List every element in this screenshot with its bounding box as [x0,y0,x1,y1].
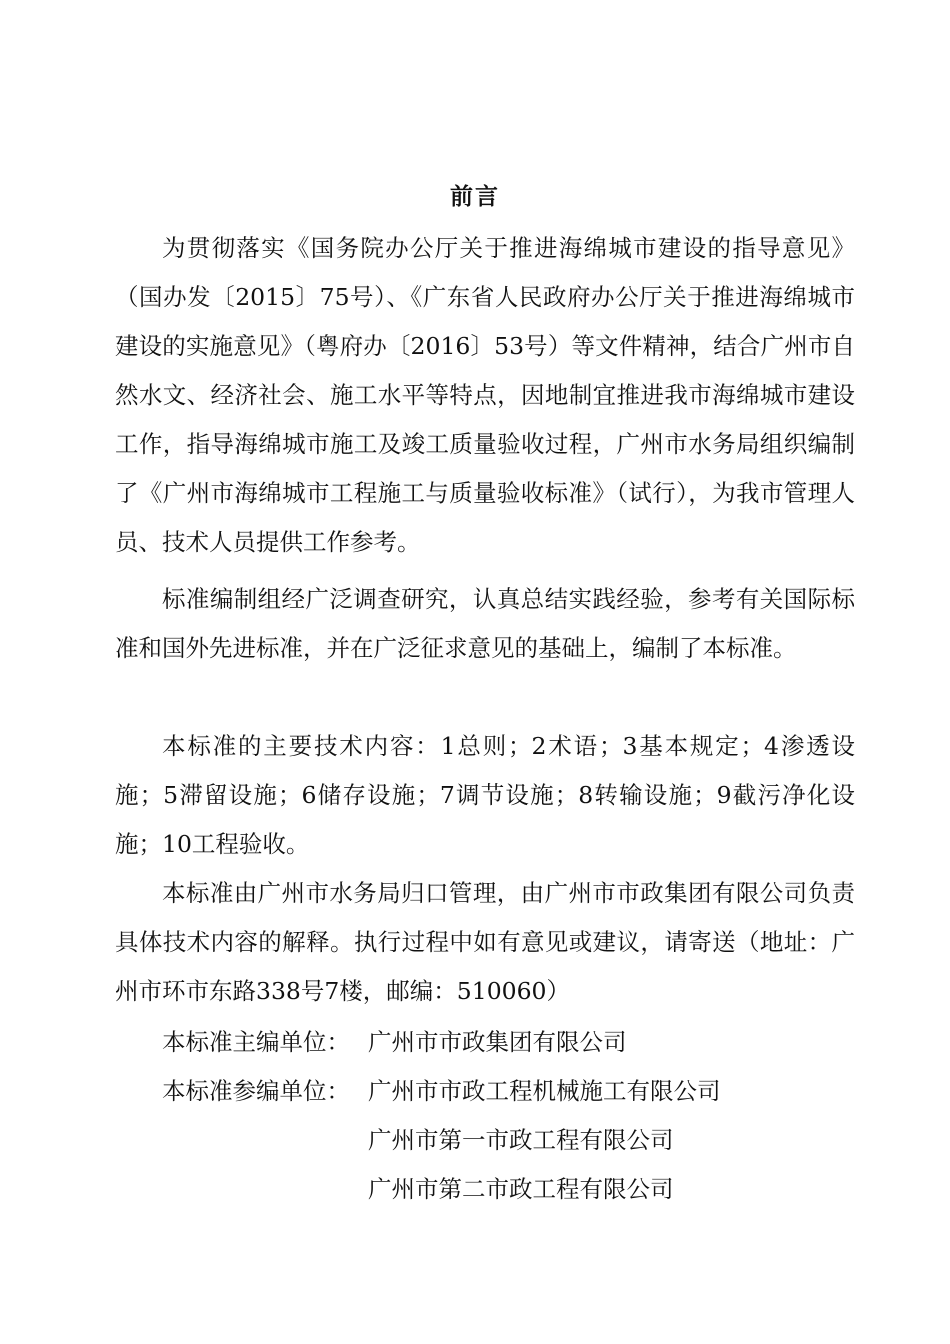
participant-unit-3: 广州市第二市政工程有限公司 [368,1175,674,1203]
paragraph-purpose: 为贯彻落实《国务院办公厅关于推进海绵城市建设的指导意见》（国办发〔2015〕75号）、《广东省人民政府办公厅关于推进海绵城市建设的实施意见》（粤府办〔2016〕53号）等文件精神，结合广州市自然水文、经济社会、施工水平等特点，因地制宜推进我市海绵城市建设工作，指导海绵城市施工及竣工质量验收过程，广州市水务局组织编制了《广州市海绵城市工程施工与质量验收标准》（试行），为我市管理人员、技术人员提供工作参考。 [115,234,855,556]
participant-unit-1: 广州市市政工程机械施工有限公司 [368,1077,721,1105]
participant-editor-label: 本标准参编单位： [162,1077,350,1105]
chief-editor-unit: 广州市市政集团有限公司 [368,1028,627,1056]
chief-editor-label: 本标准主编单位： [162,1028,350,1056]
paragraph-management: 本标准由广州市水务局归口管理，由广州市市政集团有限公司负责具体技术内容的解释。执行过程中如有意见或建议，请寄送（地址：广州市环市东路338号7楼，邮编：510060） [115,879,855,1005]
paragraph-technical-content: 本标准的主要技术内容：1总则；2术语；3基本规定；4渗透设施；5滞留设施；6储存设施；7调节设施；8转输设施；9截污净化设施；10工程验收。 [115,732,855,858]
paragraph-compilation: 标准编制组经广泛调查研究，认真总结实践经验，参考有关国际标准和国外先进标准，并在广泛征求意见的基础上，编制了本标准。 [115,585,855,662]
page-title: 前言 [450,183,500,210]
participant-unit-2: 广州市第一市政工程有限公司 [368,1126,674,1154]
